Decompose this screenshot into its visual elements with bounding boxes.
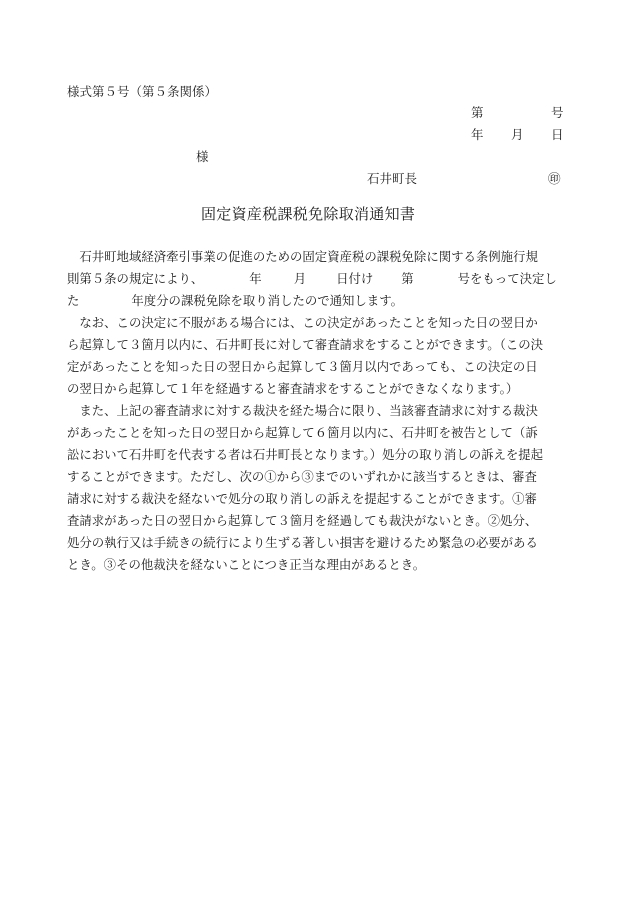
paragraph-1-number-suffix: 号をもって決定し [457,271,557,286]
addressee-suffix: 様 [196,149,209,164]
paragraph-3-line-5: 請求に対する裁決を経ないで処分の取り消しの訴えを提起することができます。①審 [67,491,537,506]
form-number: 様式第５号（第５条関係） [67,84,218,99]
paragraph-1-number-prefix: 第 [401,271,414,286]
paragraph-3-line-2: があったことを知った日の翌日から起算して６箇月以内に、石井町を被告として（訴 [67,425,538,440]
paragraph-1-line-2 [67,273,557,285]
paragraph-3-line-1: また、上記の審査請求に対する裁決を経た場合に限り、当該審査請求に対する裁決 [67,403,538,418]
paragraph-1-text: 則第５条の規定により、 [67,271,204,286]
paragraph-3-line-8: とき。③その他裁決を経ないことにつき正当な理由があるとき。 [67,557,426,572]
paragraph-1-fiscal-year: 年度分の課税免除を取り消したので通知します。 [131,293,403,308]
document-number-label: 第 [471,105,484,120]
document-title: 固定資産税課税免除取消通知書 [201,205,416,223]
paragraph-2-line-4: の翌日から起算して１年を経過すると審査請求をすることができなくなります。） [67,381,519,396]
paragraph-1-year: 年 [249,271,262,286]
paragraph-3-line-4: することができます。ただし、次の①から③までのいずれかに該当するときは、審査 [67,469,537,484]
paragraph-1-line-1: 石井町地域経済牽引事業の促進のための固定資産税の課税免除に関する条例施行規 [67,249,538,264]
seal-mark: ㊞ [548,171,561,186]
paragraph-1-month: 月 [293,271,307,286]
paragraph-2-line-1: なお、この決定に不服がある場合には、この決定があったことを知った日の翌日か [67,315,538,330]
paragraph-3-line-7: 処分の執行又は手続きの続行により生ずる著しい損害を避けるため緊急の必要がある [67,535,538,550]
paragraph-3-line-3: 訟において石井町を代表する者は石井町長となります。）処分の取り消しの訴えを提起 [67,447,544,462]
paragraph-1-ta: た [67,293,80,308]
date-month-label: 月 [511,127,524,142]
document-number-suffix: 号 [551,105,564,120]
paragraph-3-line-6: 査請求があった日の翌日から起算して３箇月を経過しても裁決がないとき。②処分、 [67,513,538,528]
date-day-label: 日 [551,127,564,142]
date-year-label: 年 [471,127,484,142]
paragraph-1-date-suffix: 日付け [336,271,374,286]
paragraph-2-line-2: ら起算して３箇月以内に、石井町長に対して審査請求をすることができます。（この決 [67,337,544,352]
issuer-name: 石井町長 [367,171,418,186]
paragraph-2-line-3: 定があったことを知った日の翌日から起算して３箇月以内であっても、この決定の日 [67,359,538,374]
paragraph-1-line-3 [67,295,403,307]
